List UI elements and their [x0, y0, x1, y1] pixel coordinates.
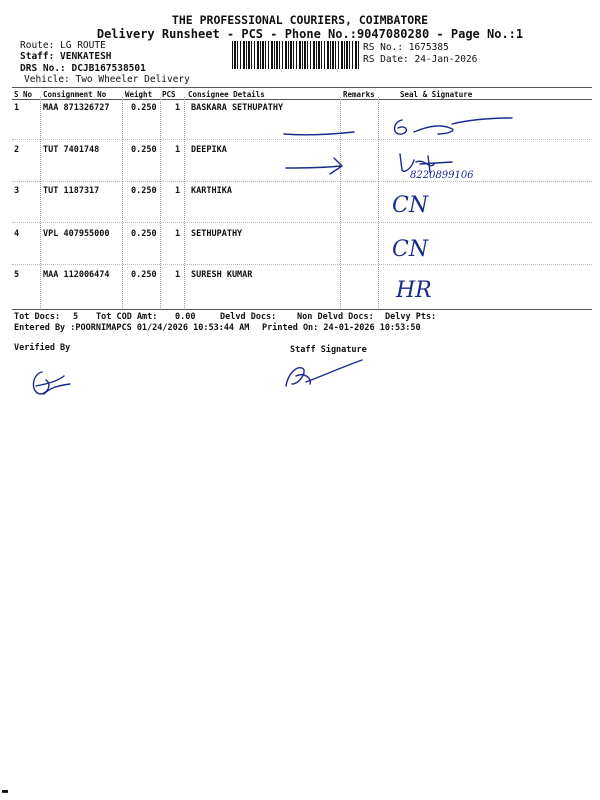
- col-header-consignee: Consignee Details: [188, 90, 265, 99]
- row-5-consignment: MAA 112006474: [43, 270, 110, 280]
- row-2-consignee: DEEPIKA: [191, 145, 227, 155]
- row-1-sno: 1: [14, 103, 20, 113]
- row-5-pcs: 1: [175, 270, 181, 280]
- verifier-signature: [26, 364, 76, 400]
- row-1-weight: 0.250: [131, 103, 157, 113]
- route-label: Route: LG ROUTE: [20, 40, 106, 51]
- drs-number: DRS No.: DCJB167538501: [20, 63, 146, 74]
- entered-by: Entered By :POORNIMAPCS 01/24/2026 10:53:44 AM: [14, 323, 250, 333]
- row-4-consignment: VPL 407955000: [43, 229, 110, 239]
- row-1-consignee: BASKARA SETHUPATHY: [191, 103, 284, 113]
- row-5-consignee: SURESH KUMAR: [191, 270, 253, 280]
- row-2-weight: 0.250: [131, 145, 157, 155]
- barcode: [232, 41, 360, 69]
- runsheet-title: Delivery Runsheet - PCS - Phone No.:9047080280 - Page No.:1: [96, 27, 524, 41]
- row-2-sno: 2: [14, 145, 20, 155]
- table-top-rule: [12, 87, 592, 88]
- row-3-pcs: 1: [175, 186, 181, 196]
- rs-date: RS Date: 24-Jan-2026: [363, 54, 478, 65]
- delvd-docs-label: Delvd Docs:: [220, 312, 277, 322]
- row-3-consignee: KARTHIKA: [191, 186, 232, 196]
- staff-label: Staff: VENKATESH: [20, 51, 112, 62]
- row-3-sno: 3: [14, 186, 20, 196]
- col-header-weight: Weight: [125, 90, 153, 99]
- tot-docs-label: Tot Docs:: [14, 312, 61, 322]
- col-header-sno: S No: [14, 90, 33, 99]
- handwritten-phone: 8220899106: [410, 170, 474, 181]
- row-5-sno: 5: [14, 270, 20, 280]
- col-header-consignment: Consignment No: [43, 90, 107, 99]
- col-separator: [122, 97, 123, 308]
- tot-cod-label: Tot COD Amt:: [96, 312, 158, 322]
- row-5-weight: 0.250: [131, 270, 157, 280]
- tot-cod-value: 0.00: [175, 312, 196, 322]
- col-header-pcs: PCS: [162, 90, 176, 99]
- table-bottom-rule: [12, 309, 592, 310]
- verified-by-label: Verified By: [14, 343, 71, 353]
- table-header-rule: [12, 99, 592, 100]
- signature-row-4: CN: [392, 237, 429, 262]
- row-4-pcs: 1: [175, 229, 181, 239]
- delvy-pts-label: Delvy Pts:: [385, 312, 437, 322]
- col-separator: [184, 97, 185, 308]
- col-separator: [378, 97, 379, 308]
- row-1-consignment: MAA 871326727: [43, 103, 110, 113]
- row-2-consignment: TUT 7401748: [43, 145, 100, 155]
- remarks-arrow-row2: [282, 152, 352, 182]
- signature-row-1: [388, 112, 518, 144]
- signature-row-3: CN: [392, 193, 429, 218]
- col-header-seal-signature: Seal & Signature: [400, 90, 473, 99]
- vehicle-label: Vehicle: Two Wheeler Delivery: [24, 74, 190, 85]
- scan-mark: ▬: [2, 786, 9, 797]
- col-separator: [160, 97, 161, 308]
- row-3-weight: 0.250: [131, 186, 157, 196]
- non-delvd-docs-label: Non Delvd Docs:: [297, 312, 374, 322]
- printed-on: Printed On: 24-01-2026 10:53:50: [262, 323, 421, 333]
- staff-signature: [278, 356, 368, 392]
- row-4-sno: 4: [14, 229, 20, 239]
- rs-number: RS No.: 1675385: [363, 42, 449, 53]
- col-separator: [40, 97, 41, 308]
- row-4-consignee: SETHUPATHY: [191, 229, 243, 239]
- col-header-remarks: Remarks: [343, 90, 375, 99]
- row-divider: [12, 264, 592, 265]
- signature-row-5: HR: [396, 278, 432, 303]
- row-3-consignment: TUT 1187317: [43, 186, 100, 196]
- row-4-weight: 0.250: [131, 229, 157, 239]
- company-name: THE PROFESSIONAL COURIERS, COIMBATORE: [171, 13, 429, 27]
- row-1-pcs: 1: [175, 103, 181, 113]
- staff-signature-label: Staff Signature: [290, 345, 367, 355]
- row-2-pcs: 1: [175, 145, 181, 155]
- row-divider: [12, 222, 592, 223]
- remarks-stroke-row1: [280, 122, 360, 142]
- tot-docs-value: 5: [73, 312, 79, 322]
